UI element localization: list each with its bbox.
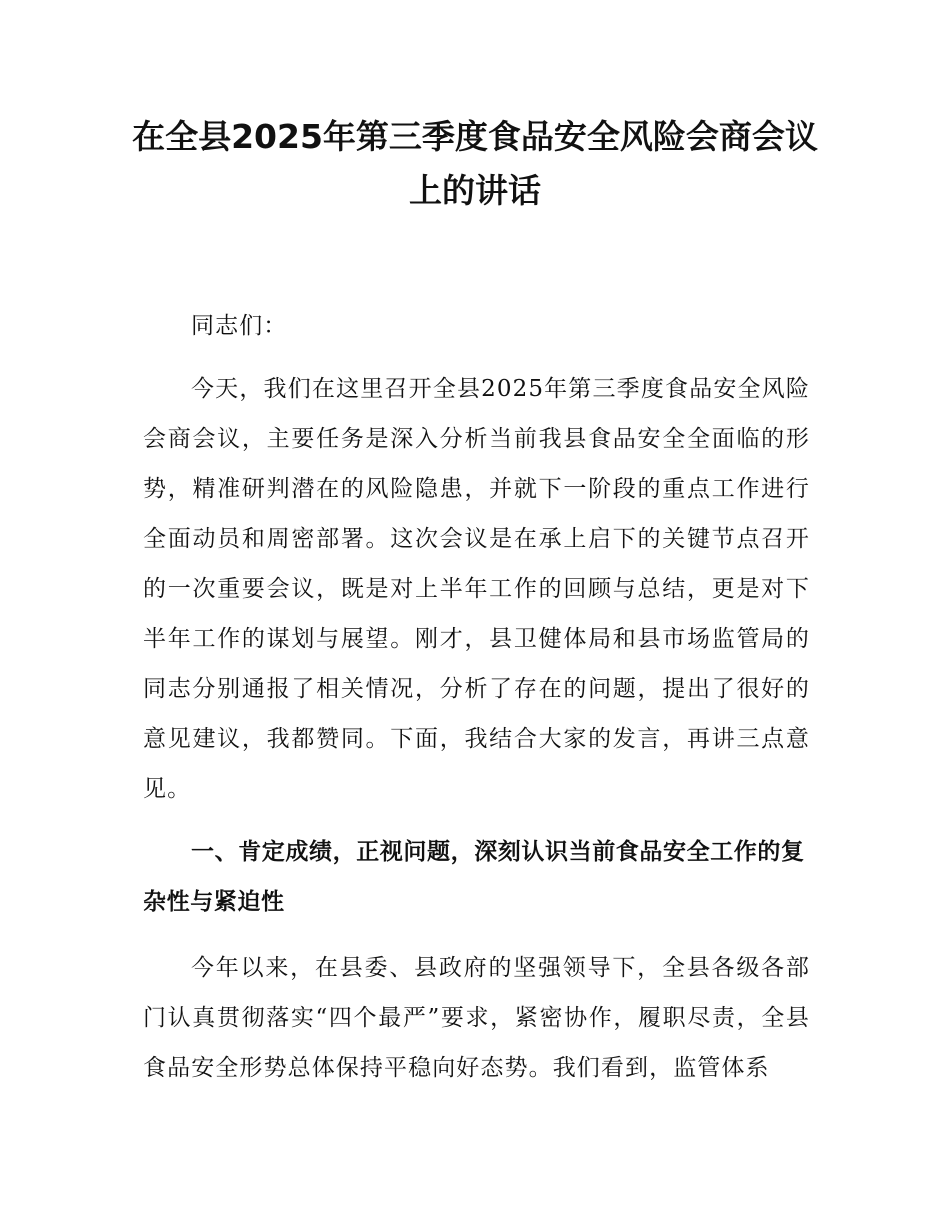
opening-paragraph: 今天，我们在这里召开全县2025年第三季度食品安全风险会商会议，主要任务是深入分析当前我县食品安全全面临的形势，精准研判潜在的风险隐患，并就下一阶段的重点工作进行全面动员和周密部署。这次会议是在承上启下的关键节点召开的一次重要会议，既是对上半年工作的回顾与总结，更是对下半年工作的谋划与展望。刚才，县卫健体局和县市场监管局的同志分别通报了相关情况，分析了存在的问题，提出了很好的意见建议，我都赞同。下面，我结合大家的发言，再讲三点意见。 xyxy=(143,376,810,802)
document-title: 在全县2025年第三季度食品安全风险会商会议上的讲话 xyxy=(132,117,818,210)
salutation: 同志们： xyxy=(191,313,288,339)
section-heading: 一、肯定成绩，正视问题，深刻认识当前食品安全工作的复杂性与紧迫性 xyxy=(143,839,805,915)
section-paragraph: 今年以来，在县委、县政府的坚强领导下，全县各级各部门认真贯彻落实“四个最严”要求，紧密协作，履职尽责，全县食品安全形势总体保持平稳向好态势。我们看到，监管体系 xyxy=(143,955,810,1081)
